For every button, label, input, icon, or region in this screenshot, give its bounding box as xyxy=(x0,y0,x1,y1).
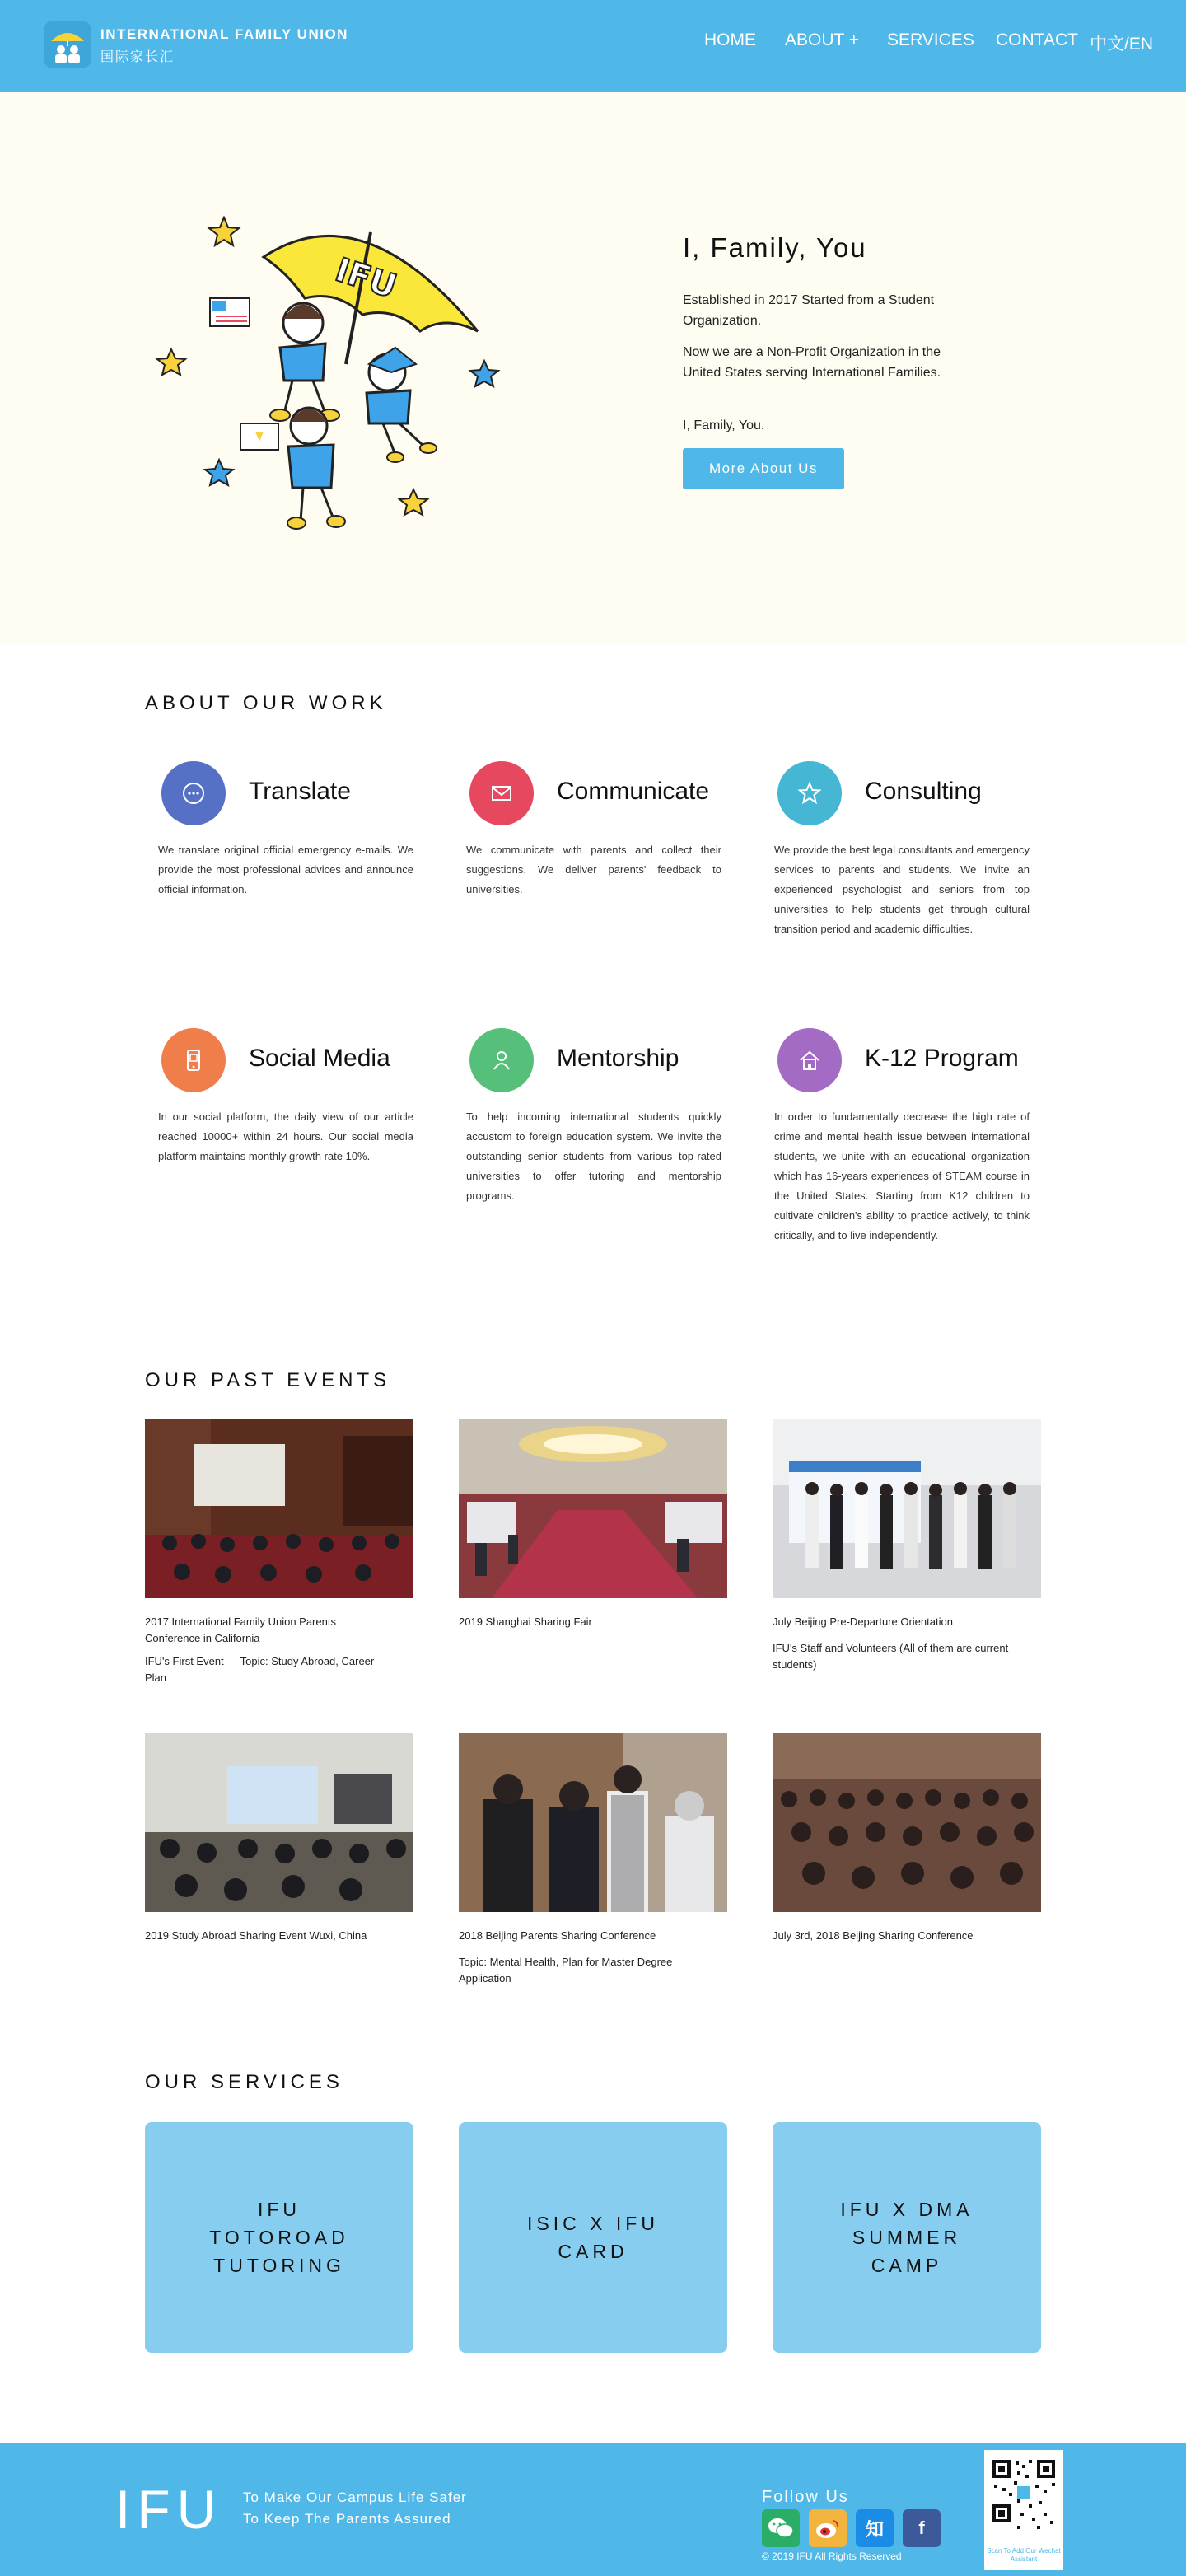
svg-text:IFU: IFU xyxy=(330,250,401,306)
work-title: Consulting xyxy=(865,778,982,805)
hero-title: I, Family, You xyxy=(683,232,867,263)
star-icon xyxy=(157,349,185,375)
event-caption: July 3rd, 2018 Beijing Sharing Conference xyxy=(773,1929,974,1942)
hero-paragraph-3: I, Family, You. xyxy=(683,418,765,432)
brand-name-cn: 国际家长汇 xyxy=(100,50,175,64)
nav-language-toggle[interactable]: 中文/EN xyxy=(1090,35,1154,54)
work-icon-circle xyxy=(469,1028,534,1092)
event-caption-detail: IFU's Staff and Volunteers (All of them are current students) xyxy=(773,1642,1009,1671)
event-photo xyxy=(773,1733,1041,1912)
footer-tagline-1: To Make Our Campus Life Safer xyxy=(243,2490,467,2505)
person-icon xyxy=(488,1046,516,1074)
weibo-icon[interactable] xyxy=(809,2509,847,2547)
event-caption: 2019 Shanghai Sharing Fair xyxy=(459,1615,592,1628)
past-events-title: OUR PAST EVENTS xyxy=(145,1369,391,1391)
work-title: Social Media xyxy=(249,1045,390,1072)
work-description: We provide the best legal consultants and emergency services to parents and students. We invite an experienced psychologist and seniors from top universities to help students get through cultural transition period and academic difficulties. xyxy=(774,844,1030,935)
hero-section xyxy=(0,92,1186,644)
envelope-icon xyxy=(488,779,516,807)
service-card-isic-card[interactable] xyxy=(459,2122,727,2353)
service-card-summer-camp[interactable] xyxy=(773,2122,1041,2353)
more-about-us-button[interactable]: More About Us xyxy=(683,448,844,489)
star-icon xyxy=(209,217,239,245)
nav-home[interactable]: HOME xyxy=(704,30,756,49)
site-header xyxy=(0,0,1186,92)
work-icon-circle xyxy=(469,761,534,825)
house-icon xyxy=(796,1046,824,1074)
work-description: In order to fundamentally decrease the high rate of crime and mental health issue between international students, we unite with an educational organization which has 16-years experiences of STEAM course in the United States. Starting from K12 children to cultivate children's ability to practice actively, to think critically, and to live independently. xyxy=(774,1110,1030,1241)
event-caption: 2019 Study Abroad Sharing Event Wuxi, China xyxy=(145,1929,367,1942)
event-photo xyxy=(459,1419,727,1598)
follow-us-label: Follow Us xyxy=(762,2488,849,2506)
hero-illustration xyxy=(148,208,511,554)
work-icon-circle xyxy=(777,1028,842,1092)
work-title: Communicate xyxy=(557,778,710,805)
nav-about[interactable]: ABOUT + xyxy=(785,30,860,49)
star-icon xyxy=(205,460,233,485)
work-description: In our social platform, the daily view of our article reached 10000+ within 24 hours. Our social media platform maintains monthly growth rate 10%. xyxy=(158,1110,413,1162)
phone-icon xyxy=(180,1046,208,1074)
work-title: K-12 Program xyxy=(865,1045,1019,1072)
event-caption: 2017 International Family Union Parents Conference in California xyxy=(145,1615,336,1644)
work-description: We communicate with parents and collect their suggestions. We deliver parents' feedback to universities. xyxy=(466,844,721,895)
event-photo xyxy=(773,1419,1041,1598)
ifu-logo-icon[interactable] xyxy=(44,21,91,68)
star-icon xyxy=(796,779,824,807)
hero-paragraph-2: Now we are a Non-Profit Organization in the United States serving International Families. xyxy=(683,345,941,380)
footer-tagline-2: To Keep The Parents Assured xyxy=(243,2511,451,2527)
wechat-icon[interactable] xyxy=(762,2509,800,2547)
service-label: IFU TOTOROAD TUTORING xyxy=(209,2199,349,2276)
work-icon-circle xyxy=(161,761,226,825)
hero-paragraph-1: Established in 2017 Started from a Student Organization. xyxy=(683,293,935,328)
event-caption-detail: Topic: Mental Health, Plan for Master Degree Application xyxy=(459,1956,673,1985)
site-footer xyxy=(0,2443,1186,2576)
social-icons xyxy=(762,2509,941,2547)
zhihu-icon[interactable]: 知 xyxy=(856,2509,894,2547)
service-card-totoroad-tutoring[interactable] xyxy=(145,2122,413,2353)
facebook-icon[interactable]: f xyxy=(903,2509,941,2547)
event-caption-detail: IFU's First Event — Topic: Study Abroad, Career Plan xyxy=(145,1655,375,1684)
service-label: IFU X DMA SUMMER CAMP xyxy=(840,2199,974,2276)
event-photo xyxy=(459,1733,727,1912)
nav-services[interactable]: SERVICES xyxy=(887,30,974,49)
event-caption: July Beijing Pre-Departure Orientation xyxy=(773,1615,953,1628)
work-icon-circle xyxy=(161,1028,226,1092)
event-caption: 2018 Beijing Parents Sharing Conference xyxy=(459,1929,656,1942)
work-title: Mentorship xyxy=(557,1045,679,1072)
copyright-text: © 2019 IFU All Rights Reserved xyxy=(762,2550,902,2562)
work-title: Translate xyxy=(249,778,351,805)
work-description: To help incoming international students quickly accustom to foreign education system. We invite the outstanding senior students from various top-rated universities to offer tutoring and mentorship programs. xyxy=(466,1110,721,1202)
nav-contact[interactable]: CONTACT xyxy=(996,30,1078,49)
brand-name-en: INTERNATIONAL FAMILY UNION xyxy=(100,26,348,42)
footer-logo: IFU xyxy=(115,2479,223,2540)
qr-caption: Scan To Add Our Wechat Assistant xyxy=(987,2547,1061,2563)
star-icon xyxy=(470,361,498,386)
event-photo xyxy=(145,1733,413,1912)
wechat-qr-code xyxy=(984,2450,1063,2570)
star-icon xyxy=(399,489,427,515)
our-services-title: OUR SERVICES xyxy=(145,2071,343,2093)
work-description: We translate original official emergency e-mails. We provide the most professional advices and announce official information. xyxy=(158,844,413,895)
service-label: ISIC X IFU CARD xyxy=(527,2213,659,2262)
event-photo xyxy=(145,1419,413,1598)
chat-bubble-icon xyxy=(180,779,208,807)
work-icon-circle xyxy=(777,761,842,825)
about-our-work-title: ABOUT OUR WORK xyxy=(145,692,387,714)
